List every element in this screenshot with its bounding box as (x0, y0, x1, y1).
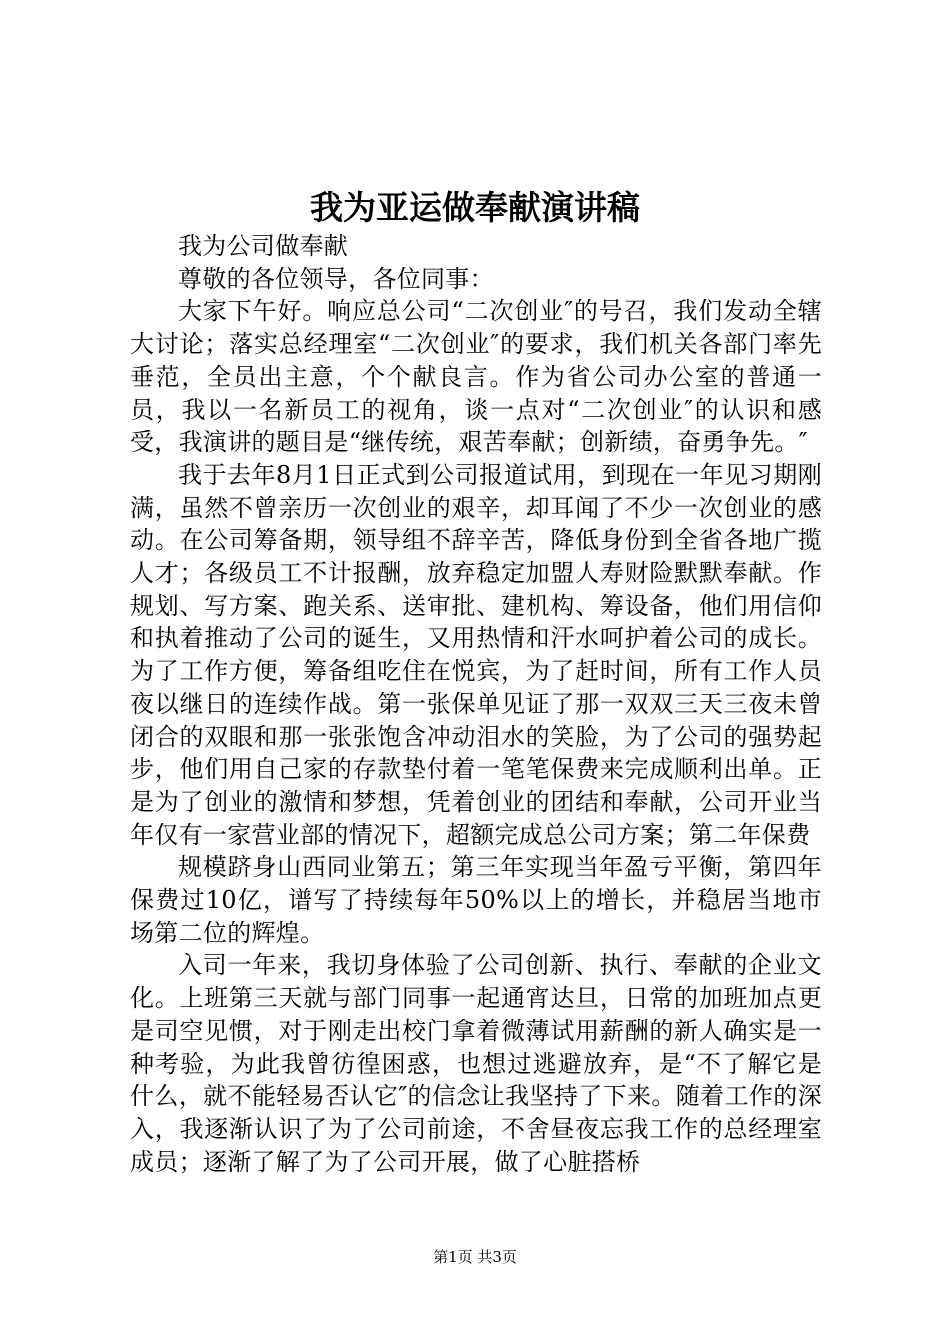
document-body (130, 230, 822, 1178)
page-footer: 第1页 共3页 (433, 1248, 517, 1266)
paragraph: 入司一年来，我切身体验了公司创新、执行、奉献的企业文化。上班第三天就与部门同事一起通宵达旦，日常的加班加点更是司空见惯，对于刚走出校门拿着微薄试用薪酬的新人确实是一种考验，为此我曾彷徨困惑，也想过逃避放弃，是“不了解它是什么，就不能轻易否认它″的信念让我坚持了下来。随着工作的深入，我逐渐认识了为了公司前途，不舍昼夜忘我工作的总经理室成员；逐渐了解了为了公司开展，做了心脏搭桥 (130, 951, 822, 1176)
document-title: 我为亚运做奉献演讲稿 (310, 188, 640, 227)
paragraph: 我为公司做奉献 (178, 232, 349, 260)
paragraph: 尊敬的各位领导，各位同事： (178, 264, 494, 293)
paragraph: 大家下午好。响应总公司“二次创业″的号召，我们发动全辖大讨论；落实总经理室“二次创业″的要求，我们机关各部门率先垂范，全员出主意，个个献良言。作为省公司办公室的普通一员，我以一名新员工的视角，谈一点对“二次创业″的认识和感受，我演讲的题目是“继传统，艰苦奉献；创新绩，奋勇争先。″ (130, 297, 822, 457)
paragraph: 规模跻身山西同业第五；第三年实现当年盈亏平衡，第四年保费过10亿，谱写了持续每年50%以上的增长，并稳居当地市场第二位的辉煌。 (130, 853, 822, 947)
paragraph: 我于去年8月1日正式到公司报道试用，到现在一年见习期刚满，虽然不曾亲历一次创业的艰辛，却耳闻了不少一次创业的感动。在公司筹备期，领导组不辞辛苦，降低身份到全省各地广揽人才；各级员工不计报酬，放弃稳定加盟人寿财险默默奉献。作规划、写方案、跑关系、送审批、建机构、筹设备，他们用信仰和执着推动了公司的诞生，又用热情和汗水呵护着公司的成长。为了工作方便，筹备组吃住在悦宾，为了赶时间，所有工作人员夜以继日的连续作战。第一张保单见证了那一双双三天三夜未曾闭合的双眼和那一张张饱含冲动泪水的笑脸，为了公司的强势起步，他们用自己家的存款垫付着一笔笔保费来完成顺利出单。正是为了创业的激情和梦想，凭着创业的团结和奉献，公司开业当年仅有一家营业部的情况下，超额完成总公司方案；第二年保费 (130, 460, 822, 849)
